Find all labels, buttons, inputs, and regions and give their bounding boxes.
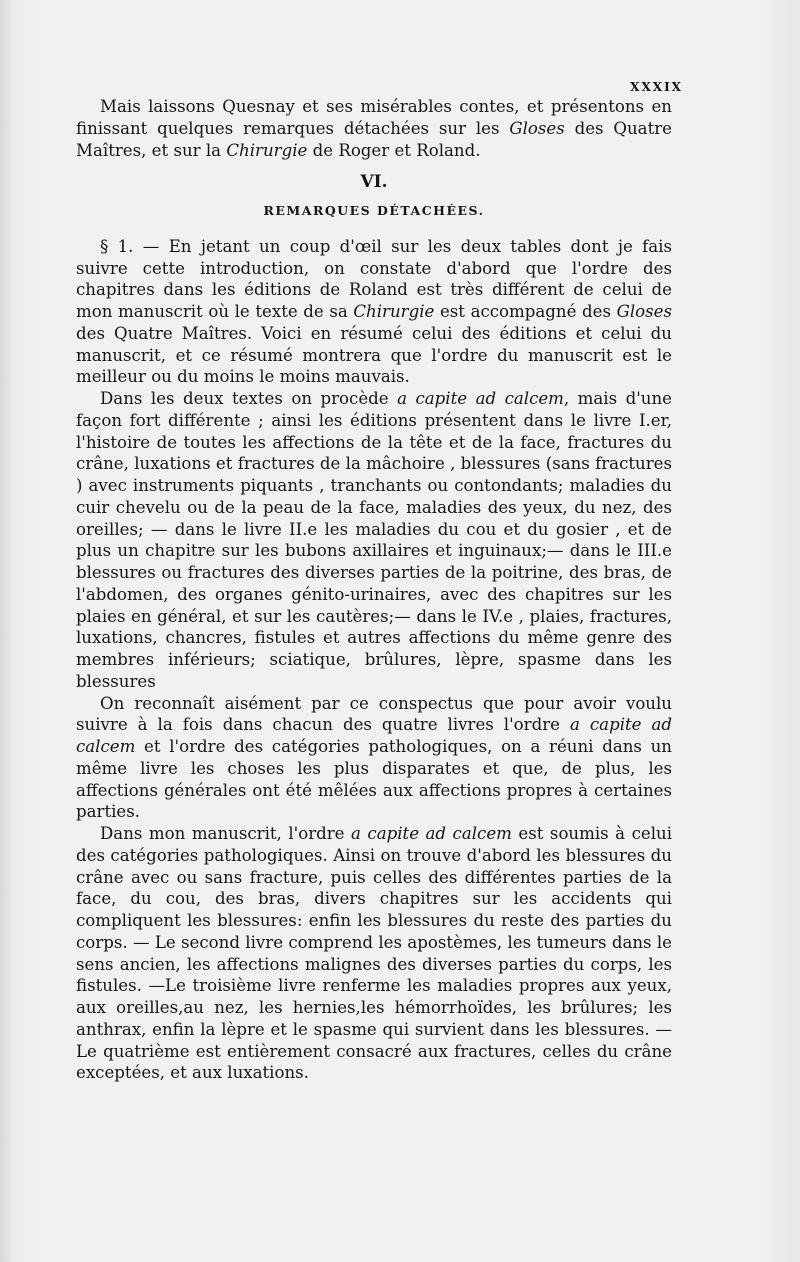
p4-text-2: est soumis à celui des catégories pathologiques. Ainsi on trouve d'abord les blessures du crâne avec ou sans fracture, puis celles des différentes parties de la face, du cou, des bras, divers chapitres sur les accidents qui compliquent les blessures: enfin les blessures du reste des parties du corps. — Le second livre comprend les apostèmes, les tumeurs dans le sens ancien, les affections malignes des diverses parties du corps, les fistules. —Le troisième livre renferme les maladies propres aux yeux, aux oreilles,au nez, les hernies,les hémorrhoïdes, les brûlures; les anthrax, enfin la lèpre et le spasme qui survient dans les blessures. — Le quatrième est entièrement consacré aux fractures, celles du crâne exceptées, et aux luxations.	[76, 824, 672, 1083]
intro-paragraph	[76, 96, 672, 161]
p3-text-2: et l'ordre des catégories pathologiques, on a réuni dans un même livre les choses les plus disparates et que, de plus, les affections générales ont été mêlées aux affections propres à certaines parties.	[76, 737, 672, 822]
p4-italic-1: a capite ad calcem	[351, 824, 512, 843]
intro-italic-2: Chirurgie	[226, 140, 308, 160]
page-folio: XXXIX	[630, 80, 683, 94]
page-text	[76, 96, 672, 1084]
paragraph-2	[76, 388, 672, 693]
paragraph-3	[76, 693, 672, 824]
p1-text-3: des Quatre Maîtres. Voici en résumé celui des éditions et celui du manuscrit, et ce résumé montrera que l'ordre du manuscrit est le meilleur ou du moins le moins mauvais.	[76, 323, 672, 387]
intro-text-2: des Quatre Maîtres, et sur la	[76, 118, 672, 160]
p3-italic-1: a capite ad calcem	[76, 715, 673, 756]
p2-text-1: Dans les deux textes on procède	[100, 389, 398, 408]
section-title: REMARQUES DÉTACHÉES.	[263, 203, 485, 218]
intro-text-1: Mais laissons Quesnay et ses misérables contes, et présentons en finissant quelques remarques détachées sur les	[76, 97, 672, 138]
intro-text-3: de Roger et Roland.	[307, 140, 481, 160]
p3-text-1: On reconnaît aisément par ce conspectus que pour avoir voulu suivre à la fois dans chacun des quatre livres l'ordre	[76, 693, 672, 735]
p2-italic-1: a capite ad calcem	[397, 389, 564, 408]
p1-italic-2: Gloses	[616, 302, 672, 321]
paragraph-1	[76, 236, 672, 388]
p1-text-1: § 1. — En jetant un coup d'œil sur les deux tables dont je fais suivre cette introduction, on constate d'abord que l'ordre des chapitres dans les éditions de Roland est très différent de celui de mon manuscrit où le texte de sa	[76, 236, 672, 321]
p1-text-2: est accompagné des	[434, 302, 617, 321]
section-number: VI.	[360, 172, 388, 193]
p4-text-1: Dans mon manuscrit, l'ordre	[100, 824, 352, 843]
p2-text-2: , mais d'une façon fort différente ; ainsi les éditions présentent dans le livre I.er, l'histoire de toutes les affections de la tête et de la face, fractures du crâne, luxations et fractures de la mâchoire , blessures (sans fractures ) avec instruments piquants , tranchants ou contondants; maladies du cuir chevelu ou de la peau de la face, maladies des yeux, du nez, des oreilles; — dans le livre II.e les maladies du cou et du gosier , et de plus un chapitre sur les bubons axillaires et inguinaux;— dans le III.e blessures ou fractures des diverses parties de la poitrine, des bras, de l'abdomen, des organes génito-urinaires, avec des chapitres sur les plaies en général, et sur les cautères;— dans le IV.e , plaies, fractures, luxations, chancres, fistules et autres affections du même genre des membres inférieurs; sciatique, brûlures, lèpre, spasme dans les blessures	[76, 389, 673, 691]
intro-italic-1: Gloses	[509, 118, 565, 138]
paragraph-4	[76, 823, 672, 1084]
p1-italic-1: Chirurgie	[353, 302, 435, 321]
